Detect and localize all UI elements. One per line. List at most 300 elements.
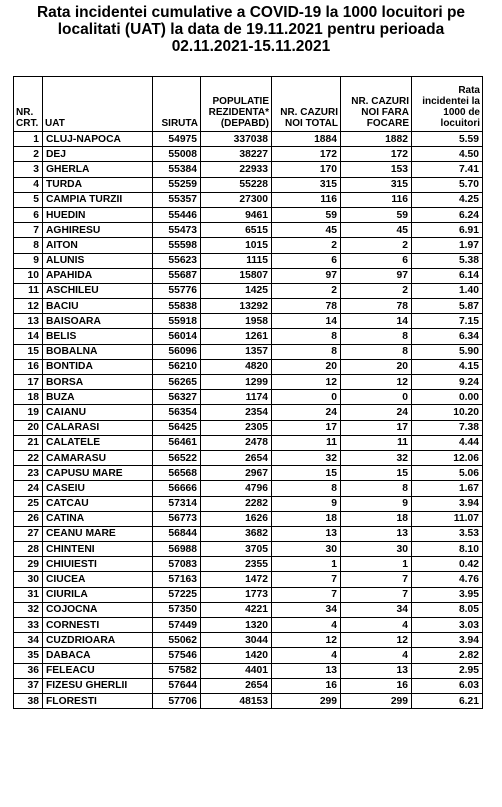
title-line-2: localitati (UAT) la data de 19.11.2021 pentru perioada <box>57 21 445 38</box>
cell-new-cases-total: 8 <box>272 329 341 344</box>
cell-incidence-rate: 10.20 <box>412 405 483 420</box>
cell-siruta: 54975 <box>153 132 201 147</box>
cell-new-cases-total: 32 <box>272 450 341 465</box>
cell-uat: CALATELE <box>43 435 153 450</box>
table-row <box>14 542 483 557</box>
cell-new-cases-total: 20 <box>272 359 341 374</box>
table-row <box>14 435 483 450</box>
cell-uat: CATCAU <box>43 496 153 511</box>
cell-incidence-rate: 3.03 <box>412 618 483 633</box>
cell-siruta: 57314 <box>153 496 201 511</box>
cell-incidence-rate: 7.38 <box>412 420 483 435</box>
cell-siruta: 57582 <box>153 663 201 678</box>
cell-uat: ASCHILEU <box>43 283 153 298</box>
cell-siruta: 56666 <box>153 481 201 496</box>
table-row <box>14 207 483 222</box>
cell-uat: DEJ <box>43 147 153 162</box>
cell-new-cases-total: 14 <box>272 314 341 329</box>
cell-new-cases-total: 12 <box>272 633 341 648</box>
table-row <box>14 420 483 435</box>
cell-population: 2305 <box>201 420 272 435</box>
cell-population: 1320 <box>201 618 272 633</box>
cell-nr-crt: 26 <box>14 511 43 526</box>
cell-new-cases-no-outbreak: 2 <box>341 283 412 298</box>
cell-siruta: 57644 <box>153 678 201 693</box>
table-row <box>14 466 483 481</box>
cell-uat: CAMPIA TURZII <box>43 192 153 207</box>
cell-nr-crt: 2 <box>14 147 43 162</box>
cell-incidence-rate: 3.95 <box>412 587 483 602</box>
cell-new-cases-no-outbreak: 16 <box>341 678 412 693</box>
cell-population: 1958 <box>201 314 272 329</box>
table-row <box>14 329 483 344</box>
cell-population: 55228 <box>201 177 272 192</box>
cell-population: 4796 <box>201 481 272 496</box>
cell-new-cases-no-outbreak: 18 <box>341 511 412 526</box>
cell-uat: CAPUSU MARE <box>43 466 153 481</box>
table-row <box>14 481 483 496</box>
table-row <box>14 192 483 207</box>
incidence-table <box>13 76 483 709</box>
table-row <box>14 663 483 678</box>
table-row <box>14 587 483 602</box>
cell-population: 1174 <box>201 390 272 405</box>
cell-new-cases-no-outbreak: 6 <box>341 253 412 268</box>
cell-nr-crt: 4 <box>14 177 43 192</box>
cell-new-cases-no-outbreak: 7 <box>341 587 412 602</box>
cell-uat: TURDA <box>43 177 153 192</box>
cell-new-cases-no-outbreak: 12 <box>341 633 412 648</box>
header-nr-crt: NR. CRT. <box>14 77 43 132</box>
cell-uat: FIZESU GHERLII <box>43 678 153 693</box>
cell-population: 1425 <box>201 283 272 298</box>
cell-new-cases-total: 1 <box>272 557 341 572</box>
cell-nr-crt: 19 <box>14 405 43 420</box>
cell-uat: BAISOARA <box>43 314 153 329</box>
cell-uat: CORNESTI <box>43 618 153 633</box>
cell-incidence-rate: 11.07 <box>412 511 483 526</box>
cell-new-cases-total: 116 <box>272 192 341 207</box>
table-row <box>14 132 483 147</box>
cell-siruta: 57083 <box>153 557 201 572</box>
table-row <box>14 648 483 663</box>
cell-siruta: 55623 <box>153 253 201 268</box>
header-population: POPULATIE REZIDENTA* (DEPABD) <box>201 77 272 132</box>
cell-new-cases-no-outbreak: 59 <box>341 207 412 222</box>
cell-population: 1626 <box>201 511 272 526</box>
table-row <box>14 572 483 587</box>
cell-siruta: 56461 <box>153 435 201 450</box>
cell-incidence-rate: 2.95 <box>412 663 483 678</box>
table-row <box>14 557 483 572</box>
cell-population: 4221 <box>201 602 272 617</box>
cell-siruta: 55062 <box>153 633 201 648</box>
cell-new-cases-no-outbreak: 14 <box>341 314 412 329</box>
cell-nr-crt: 36 <box>14 663 43 678</box>
cell-new-cases-total: 24 <box>272 405 341 420</box>
cell-population: 1420 <box>201 648 272 663</box>
cell-population: 9461 <box>201 207 272 222</box>
cell-siruta: 55259 <box>153 177 201 192</box>
table-row <box>14 283 483 298</box>
cell-incidence-rate: 4.25 <box>412 192 483 207</box>
header-new-cases-total: NR. CAZURI NOI TOTAL <box>272 77 341 132</box>
cell-incidence-rate: 8.10 <box>412 542 483 557</box>
cell-new-cases-total: 11 <box>272 435 341 450</box>
cell-population: 2282 <box>201 496 272 511</box>
cell-new-cases-no-outbreak: 34 <box>341 602 412 617</box>
cell-siruta: 56425 <box>153 420 201 435</box>
cell-new-cases-total: 34 <box>272 602 341 617</box>
table-row <box>14 618 483 633</box>
cell-new-cases-total: 4 <box>272 618 341 633</box>
cell-incidence-rate: 1.67 <box>412 481 483 496</box>
cell-population: 1357 <box>201 344 272 359</box>
cell-nr-crt: 25 <box>14 496 43 511</box>
cell-nr-crt: 24 <box>14 481 43 496</box>
cell-uat: CUZDRIOARA <box>43 633 153 648</box>
cell-uat: APAHIDA <box>43 268 153 283</box>
cell-incidence-rate: 9.24 <box>412 375 483 390</box>
cell-nr-crt: 35 <box>14 648 43 663</box>
cell-population: 337038 <box>201 132 272 147</box>
cell-new-cases-total: 8 <box>272 481 341 496</box>
cell-new-cases-no-outbreak: 11 <box>341 435 412 450</box>
cell-population: 1299 <box>201 375 272 390</box>
cell-population: 13292 <box>201 299 272 314</box>
table-row <box>14 511 483 526</box>
cell-nr-crt: 27 <box>14 526 43 541</box>
cell-incidence-rate: 0.00 <box>412 390 483 405</box>
cell-uat: GHERLA <box>43 162 153 177</box>
cell-new-cases-no-outbreak: 8 <box>341 329 412 344</box>
cell-new-cases-total: 2 <box>272 238 341 253</box>
cell-new-cases-no-outbreak: 20 <box>341 359 412 374</box>
cell-nr-crt: 5 <box>14 192 43 207</box>
cell-new-cases-total: 7 <box>272 587 341 602</box>
cell-incidence-rate: 5.90 <box>412 344 483 359</box>
cell-new-cases-total: 18 <box>272 511 341 526</box>
cell-new-cases-no-outbreak: 9 <box>341 496 412 511</box>
cell-siruta: 55473 <box>153 223 201 238</box>
cell-nr-crt: 11 <box>14 283 43 298</box>
cell-population: 2354 <box>201 405 272 420</box>
cell-uat: FLORESTI <box>43 693 153 708</box>
table-row <box>14 633 483 648</box>
table-row <box>14 344 483 359</box>
cell-siruta: 57706 <box>153 693 201 708</box>
header-uat: UAT <box>43 77 153 132</box>
cell-nr-crt: 12 <box>14 299 43 314</box>
cell-siruta: 56773 <box>153 511 201 526</box>
table-row <box>14 693 483 708</box>
cell-new-cases-no-outbreak: 4 <box>341 648 412 663</box>
cell-population: 1015 <box>201 238 272 253</box>
table-row <box>14 253 483 268</box>
cell-incidence-rate: 0.42 <box>412 557 483 572</box>
cell-new-cases-no-outbreak: 15 <box>341 466 412 481</box>
cell-nr-crt: 23 <box>14 466 43 481</box>
cell-new-cases-no-outbreak: 2 <box>341 238 412 253</box>
cell-population: 1773 <box>201 587 272 602</box>
cell-uat: CAIANU <box>43 405 153 420</box>
cell-nr-crt: 29 <box>14 557 43 572</box>
table-row <box>14 450 483 465</box>
table-header-row <box>14 77 483 132</box>
cell-siruta: 56354 <box>153 405 201 420</box>
cell-new-cases-total: 15 <box>272 466 341 481</box>
cell-new-cases-total: 0 <box>272 390 341 405</box>
cell-new-cases-total: 6 <box>272 253 341 268</box>
cell-new-cases-no-outbreak: 0 <box>341 390 412 405</box>
cell-uat: CEANU MARE <box>43 526 153 541</box>
cell-incidence-rate: 1.97 <box>412 238 483 253</box>
cell-population: 2967 <box>201 466 272 481</box>
cell-nr-crt: 34 <box>14 633 43 648</box>
cell-incidence-rate: 5.59 <box>412 132 483 147</box>
cell-new-cases-no-outbreak: 315 <box>341 177 412 192</box>
cell-new-cases-total: 299 <box>272 693 341 708</box>
cell-new-cases-total: 315 <box>272 177 341 192</box>
cell-nr-crt: 16 <box>14 359 43 374</box>
cell-nr-crt: 28 <box>14 542 43 557</box>
cell-incidence-rate: 6.14 <box>412 268 483 283</box>
title-line-3: 02.11.2021-15.11.2021 <box>171 38 331 55</box>
cell-population: 15807 <box>201 268 272 283</box>
cell-siruta: 56265 <box>153 375 201 390</box>
cell-siruta: 57546 <box>153 648 201 663</box>
cell-incidence-rate: 2.82 <box>412 648 483 663</box>
cell-new-cases-total: 170 <box>272 162 341 177</box>
cell-incidence-rate: 4.44 <box>412 435 483 450</box>
cell-new-cases-total: 1884 <box>272 132 341 147</box>
cell-new-cases-total: 45 <box>272 223 341 238</box>
cell-new-cases-total: 30 <box>272 542 341 557</box>
report-title <box>0 0 502 56</box>
cell-new-cases-total: 16 <box>272 678 341 693</box>
cell-uat: AGHIRESU <box>43 223 153 238</box>
cell-new-cases-no-outbreak: 32 <box>341 450 412 465</box>
cell-uat: CIURILA <box>43 587 153 602</box>
cell-new-cases-no-outbreak: 299 <box>341 693 412 708</box>
cell-siruta: 56988 <box>153 542 201 557</box>
cell-siruta: 57163 <box>153 572 201 587</box>
cell-uat: BOBALNA <box>43 344 153 359</box>
cell-new-cases-no-outbreak: 78 <box>341 299 412 314</box>
cell-new-cases-no-outbreak: 45 <box>341 223 412 238</box>
cell-incidence-rate: 4.76 <box>412 572 483 587</box>
cell-nr-crt: 38 <box>14 693 43 708</box>
cell-siruta: 57225 <box>153 587 201 602</box>
cell-new-cases-no-outbreak: 30 <box>341 542 412 557</box>
cell-siruta: 56096 <box>153 344 201 359</box>
cell-nr-crt: 7 <box>14 223 43 238</box>
cell-population: 3682 <box>201 526 272 541</box>
title-line-1: Rata incidentei cumulative a COVID-19 la 1000 locuitori pe <box>36 4 466 21</box>
header-siruta: SIRUTA <box>153 77 201 132</box>
table-row <box>14 526 483 541</box>
cell-new-cases-no-outbreak: 8 <box>341 344 412 359</box>
cell-nr-crt: 9 <box>14 253 43 268</box>
cell-uat: CASEIU <box>43 481 153 496</box>
cell-siruta: 56844 <box>153 526 201 541</box>
cell-new-cases-total: 13 <box>272 526 341 541</box>
cell-population: 1472 <box>201 572 272 587</box>
cell-new-cases-total: 9 <box>272 496 341 511</box>
cell-siruta: 55598 <box>153 238 201 253</box>
cell-new-cases-total: 4 <box>272 648 341 663</box>
header-incidence-rate: Rata incidentei la 1000 de locuitori <box>412 77 483 132</box>
cell-uat: ALUNIS <box>43 253 153 268</box>
cell-incidence-rate: 5.87 <box>412 299 483 314</box>
cell-siruta: 56568 <box>153 466 201 481</box>
cell-incidence-rate: 4.50 <box>412 147 483 162</box>
cell-population: 1115 <box>201 253 272 268</box>
cell-incidence-rate: 5.70 <box>412 177 483 192</box>
cell-incidence-rate: 3.94 <box>412 633 483 648</box>
cell-new-cases-no-outbreak: 1882 <box>341 132 412 147</box>
cell-uat: HUEDIN <box>43 207 153 222</box>
cell-nr-crt: 1 <box>14 132 43 147</box>
table-row <box>14 405 483 420</box>
cell-new-cases-no-outbreak: 13 <box>341 526 412 541</box>
cell-nr-crt: 3 <box>14 162 43 177</box>
cell-uat: CHINTENI <box>43 542 153 557</box>
cell-nr-crt: 20 <box>14 420 43 435</box>
cell-population: 2654 <box>201 678 272 693</box>
cell-siruta: 55384 <box>153 162 201 177</box>
cell-siruta: 55008 <box>153 147 201 162</box>
cell-new-cases-no-outbreak: 4 <box>341 618 412 633</box>
cell-new-cases-total: 59 <box>272 207 341 222</box>
cell-incidence-rate: 5.06 <box>412 466 483 481</box>
cell-uat: CHIUIESTI <box>43 557 153 572</box>
cell-uat: CATINA <box>43 511 153 526</box>
cell-nr-crt: 8 <box>14 238 43 253</box>
cell-nr-crt: 14 <box>14 329 43 344</box>
cell-siruta: 55357 <box>153 192 201 207</box>
cell-population: 48153 <box>201 693 272 708</box>
cell-new-cases-no-outbreak: 1 <box>341 557 412 572</box>
cell-nr-crt: 15 <box>14 344 43 359</box>
cell-uat: DABACA <box>43 648 153 663</box>
cell-uat: BACIU <box>43 299 153 314</box>
cell-new-cases-no-outbreak: 153 <box>341 162 412 177</box>
cell-incidence-rate: 8.05 <box>412 602 483 617</box>
table-row <box>14 147 483 162</box>
cell-uat: BELIS <box>43 329 153 344</box>
cell-nr-crt: 37 <box>14 678 43 693</box>
cell-new-cases-no-outbreak: 8 <box>341 481 412 496</box>
cell-incidence-rate: 3.53 <box>412 526 483 541</box>
cell-incidence-rate: 4.15 <box>412 359 483 374</box>
cell-new-cases-no-outbreak: 24 <box>341 405 412 420</box>
cell-uat: BUZA <box>43 390 153 405</box>
cell-uat: BONTIDA <box>43 359 153 374</box>
cell-uat: BORSA <box>43 375 153 390</box>
cell-siruta: 56522 <box>153 450 201 465</box>
cell-population: 6515 <box>201 223 272 238</box>
cell-siruta: 55446 <box>153 207 201 222</box>
cell-new-cases-total: 2 <box>272 283 341 298</box>
table-row <box>14 162 483 177</box>
cell-population: 2478 <box>201 435 272 450</box>
cell-population: 27300 <box>201 192 272 207</box>
cell-uat: CAMARASU <box>43 450 153 465</box>
cell-incidence-rate: 7.15 <box>412 314 483 329</box>
cell-incidence-rate: 1.40 <box>412 283 483 298</box>
cell-new-cases-no-outbreak: 13 <box>341 663 412 678</box>
cell-new-cases-no-outbreak: 116 <box>341 192 412 207</box>
cell-siruta: 55918 <box>153 314 201 329</box>
cell-population: 3044 <box>201 633 272 648</box>
cell-new-cases-no-outbreak: 17 <box>341 420 412 435</box>
cell-siruta: 56327 <box>153 390 201 405</box>
cell-nr-crt: 31 <box>14 587 43 602</box>
cell-siruta: 55687 <box>153 268 201 283</box>
cell-new-cases-total: 17 <box>272 420 341 435</box>
cell-new-cases-no-outbreak: 97 <box>341 268 412 283</box>
cell-nr-crt: 18 <box>14 390 43 405</box>
cell-population: 4820 <box>201 359 272 374</box>
cell-population: 2355 <box>201 557 272 572</box>
cell-incidence-rate: 5.38 <box>412 253 483 268</box>
cell-new-cases-total: 97 <box>272 268 341 283</box>
cell-siruta: 55838 <box>153 299 201 314</box>
cell-nr-crt: 33 <box>14 618 43 633</box>
table-row <box>14 314 483 329</box>
cell-nr-crt: 10 <box>14 268 43 283</box>
cell-uat: CIUCEA <box>43 572 153 587</box>
cell-new-cases-total: 8 <box>272 344 341 359</box>
table-row <box>14 496 483 511</box>
cell-population: 1261 <box>201 329 272 344</box>
cell-uat: CLUJ-NAPOCA <box>43 132 153 147</box>
cell-nr-crt: 6 <box>14 207 43 222</box>
cell-nr-crt: 22 <box>14 450 43 465</box>
header-new-cases-no-outbreak: NR. CAZURI NOI FARA FOCARE <box>341 77 412 132</box>
cell-incidence-rate: 6.34 <box>412 329 483 344</box>
cell-incidence-rate: 6.03 <box>412 678 483 693</box>
cell-new-cases-total: 172 <box>272 147 341 162</box>
cell-new-cases-total: 78 <box>272 299 341 314</box>
table-row <box>14 299 483 314</box>
cell-incidence-rate: 6.24 <box>412 207 483 222</box>
cell-uat: COJOCNA <box>43 602 153 617</box>
cell-siruta: 56014 <box>153 329 201 344</box>
cell-population: 22933 <box>201 162 272 177</box>
table-row <box>14 268 483 283</box>
cell-population: 2654 <box>201 450 272 465</box>
cell-incidence-rate: 7.41 <box>412 162 483 177</box>
table-row <box>14 359 483 374</box>
cell-nr-crt: 17 <box>14 375 43 390</box>
cell-uat: FELEACU <box>43 663 153 678</box>
cell-nr-crt: 21 <box>14 435 43 450</box>
cell-new-cases-no-outbreak: 12 <box>341 375 412 390</box>
cell-siruta: 56210 <box>153 359 201 374</box>
table-row <box>14 238 483 253</box>
table-row <box>14 678 483 693</box>
cell-new-cases-no-outbreak: 172 <box>341 147 412 162</box>
cell-incidence-rate: 12.06 <box>412 450 483 465</box>
cell-population: 4401 <box>201 663 272 678</box>
cell-nr-crt: 13 <box>14 314 43 329</box>
table-row <box>14 375 483 390</box>
table-row <box>14 390 483 405</box>
cell-incidence-rate: 3.94 <box>412 496 483 511</box>
cell-new-cases-total: 13 <box>272 663 341 678</box>
